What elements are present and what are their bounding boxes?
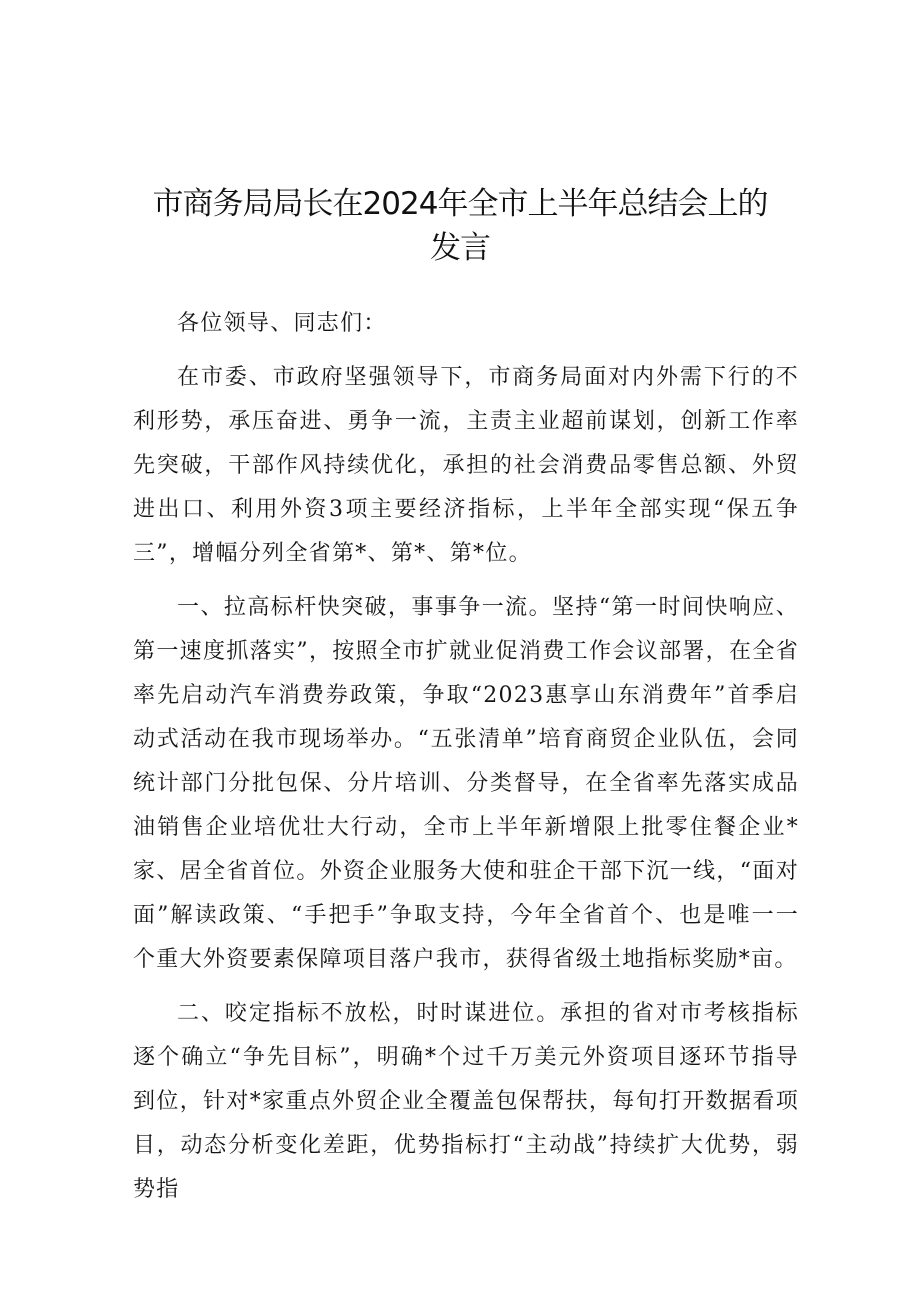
document-title — [120, 182, 800, 270]
paragraph-intro: 在市委、市政府坚强领导下，市商务局面对内外需下行的不利形势，承压奋进、勇争一流，主责主业超前谋划，创新工作率先突破，干部作风持续优化，承担的社会消费品零售总额、外贸进出口、利用外资3项主要经济指标，上半年全部实现“保五争三”，增幅分列全省第*、第*、第*位。 — [133, 365, 799, 566]
salutation: 各位领导、同志们： — [177, 311, 387, 336]
paragraph-section-2: 二、咬定指标不放松，时时谋进位。承担的省对市考核指标逐个确立“争先目标”，明确*个过千万美元外资项目逐环节指导到位，针对*家重点外贸企业全覆盖包保帮扶，每旬打开数据看项目，动态分析变化差距，优势指标打“主动战”持续扩大优势，弱势指 — [133, 1001, 799, 1202]
title-line-1: 市商务局局长在2024年全市上半年总结会上的 — [152, 186, 768, 222]
paragraph-section-1: 一、拉高标杆快突破，事事争一流。坚持“第一时间快响应、第一速度抓落实”，按照全市扩就业促消费工作会议部署，在全省率先启动汽车消费券政策，争取“2023惠享山东消费年”首季启动式活动在我市现场举办。“五张清单”培育商贸企业队伍，会同统计部门分批包保、分片培训、分类督导，在全省率先落实成品油销售企业培优壮大行动，全市上半年新增限上批零住餐企业*家、居全省首位。外资企业服务大使和驻企干部下沉一线，“面对面”解读政策、“手把手”争取支持，今年全省首个、也是唯一一个重大外资要素保障项目落户我市，获得省级土地指标奖励*亩。 — [133, 595, 799, 972]
title-line-2: 发言 — [430, 230, 490, 266]
document-body — [133, 302, 799, 1222]
